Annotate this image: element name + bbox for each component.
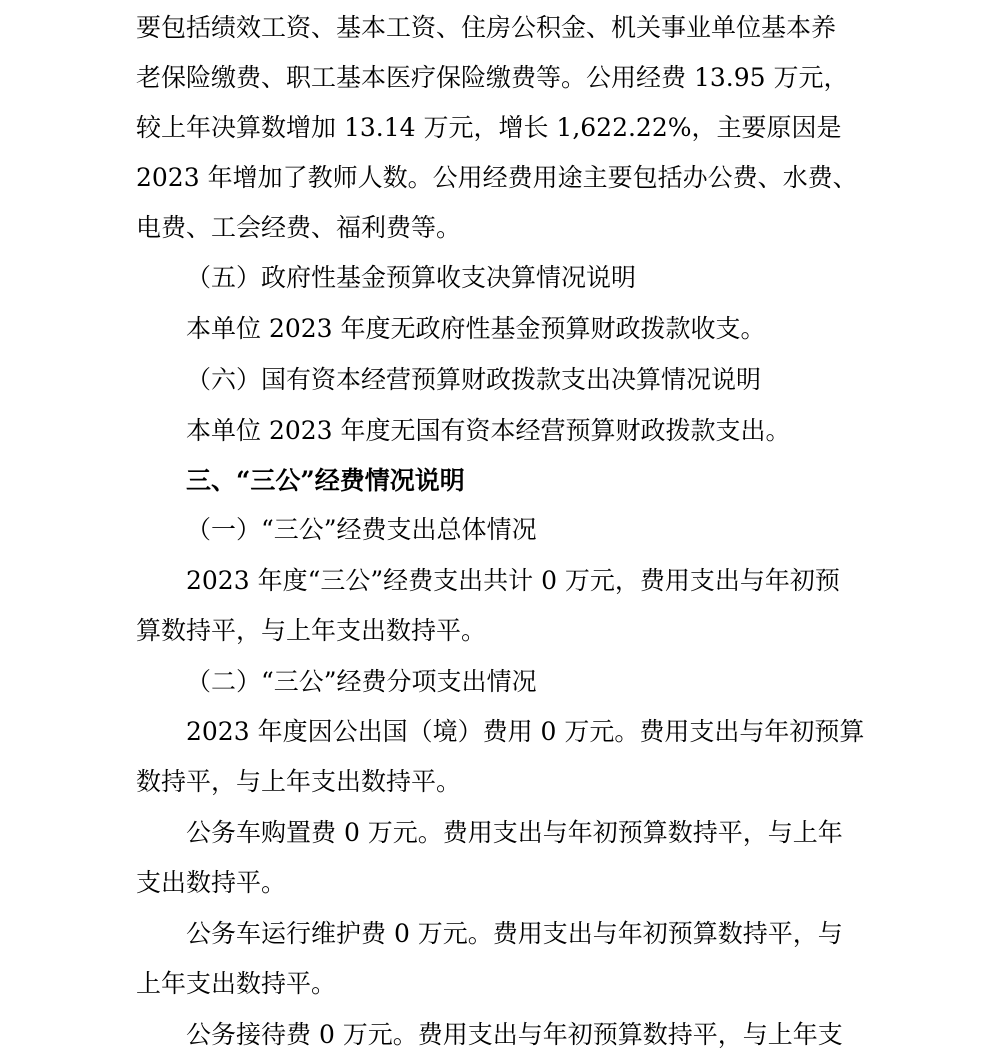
subsection-heading: （一）“三公”经费支出总体情况	[186, 515, 537, 544]
paragraph-line: 数持平，与上年支出数持平。	[136, 767, 462, 796]
subsection-heading: （五）政府性基金预算收支决算情况说明	[186, 263, 637, 292]
subsection-heading: （六）国有资本经营预算财政拨款支出决算情况说明	[186, 365, 762, 394]
paragraph-line: 支出数持平。	[136, 868, 287, 897]
paragraph-line: 较上年决算数增加 13.14 万元，增长 1,622.22%，主要原因是	[136, 113, 842, 142]
paragraph-line: 公务接待费 0 万元。费用支出与年初预算数持平，与上年支	[186, 1020, 843, 1049]
paragraph-line: 电费、工会经费、福利费等。	[136, 213, 462, 242]
paragraph-line: 2023 年增加了教师人数。公用经费用途主要包括办公费、水费、	[136, 163, 858, 192]
paragraph-line: 要包括绩效工资、基本工资、住房公积金、机关事业单位基本养	[136, 13, 837, 42]
paragraph-line: 2023 年度“三公”经费支出共计 0 万元，费用支出与年初预	[186, 566, 840, 595]
subsection-heading: （二）“三公”经费分项支出情况	[186, 667, 537, 696]
paragraph-line: 算数持平，与上年支出数持平。	[136, 616, 487, 645]
paragraph-line: 本单位 2023 年度无国有资本经营预算财政拨款支出。	[186, 416, 791, 445]
section-heading: 三、“三公”经费情况说明	[186, 466, 465, 495]
paragraph-line: 2023 年度因公出国（境）费用 0 万元。费用支出与年初预算	[186, 717, 865, 746]
paragraph-line: 公务车运行维护费 0 万元。费用支出与年初预算数持平，与	[186, 919, 843, 948]
paragraph-line: 上年支出数持平。	[136, 969, 337, 998]
paragraph-line: 公务车购置费 0 万元。费用支出与年初预算数持平，与上年	[186, 818, 843, 847]
paragraph-line: 本单位 2023 年度无政府性基金预算财政拨款收支。	[186, 314, 766, 343]
paragraph-line: 老保险缴费、职工基本医疗保险缴费等。公用经费 13.95 万元，	[136, 63, 849, 92]
